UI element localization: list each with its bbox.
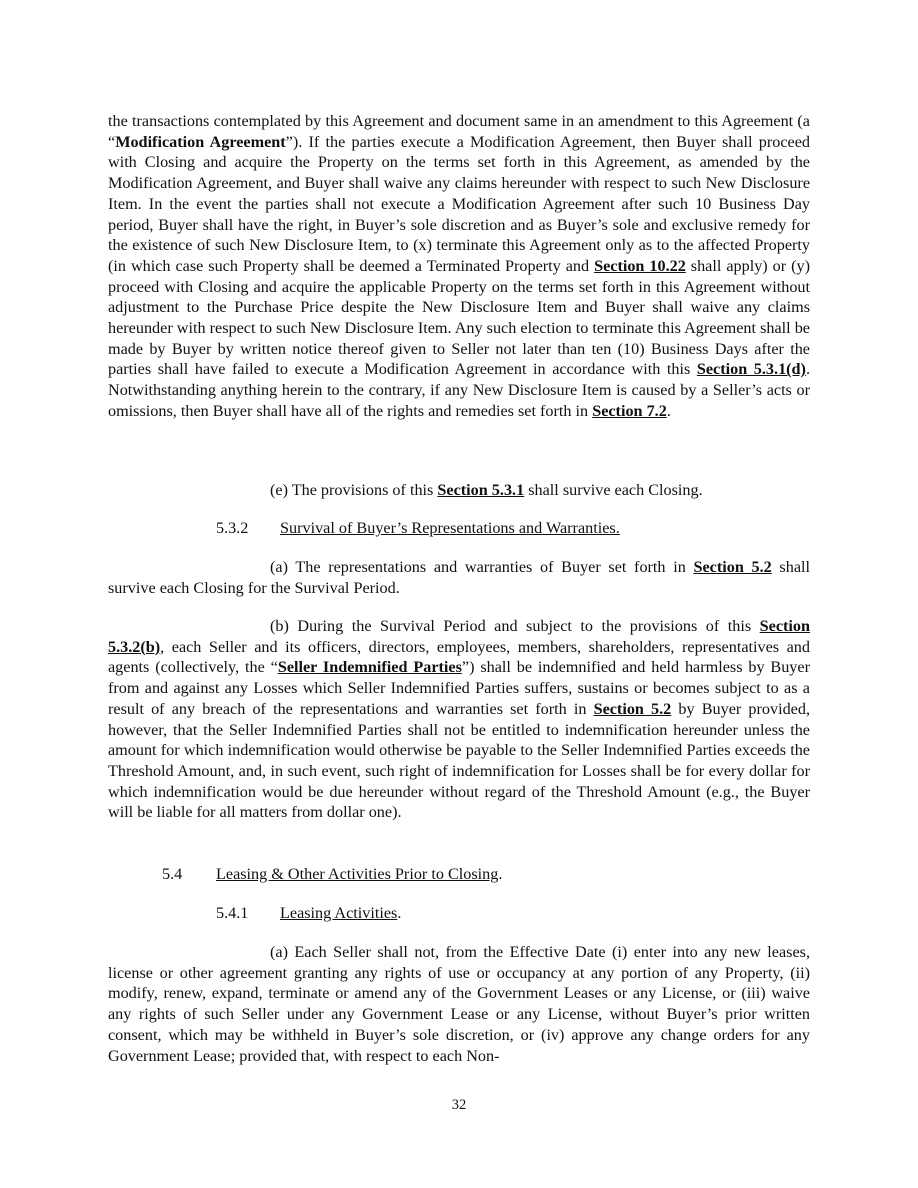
text: shall survive each Closing for the Survival Period.	[108, 558, 811, 597]
text: (a) Each Seller shall not, from the Effective Date (i) enter into any new leases, license or other agreement granting any rights of use or occupancy at any portion of any Property, (ii) modify, renew, expand, terminate or amend any of the Government Leases or any License, or (iii) waive any rights of such Seller under any Government Lease or any License, without Buyer’s prior written consent, which may be withheld in Buyer’s sole discretion, or (iv) approve any change orders for any Government Lease; provided that, with respect to each Non-	[108, 943, 810, 1065]
section-ref-5-3-1-d: Section 5.3.1(d)	[696, 360, 806, 379]
text: ”). If the parties execute a Modification Agreement, then Buyer shall proceed with Closing and acquire the Property on the terms set forth in this Agreement, as amended by the Modification Agreement, and Buyer shall waive any claims hereunder with respect to such New Disclosure Item. In the event the parties shall not execute a Modification Agreement after such 10 Business Day period, Buyer shall have the right, in Buyer’s sole discretion and as Buyer’s sole and exclusive remedy for the existence of such New Disclosure Item, to (x) terminate this Agreement only as to the affected Property (in which case such Property shall be deemed a Terminated Property and	[108, 132, 810, 275]
paragraph-a-leasing	[108, 942, 810, 1066]
heading-5-3-2	[216, 518, 620, 539]
paragraph-e-survival	[108, 480, 810, 501]
section-number: 5.4.1	[216, 904, 249, 922]
page-number: 32	[451, 1097, 467, 1113]
defined-term-modification-agreement: Modification Agreement	[115, 132, 286, 151]
text: by Buyer provided, however, that the Seller Indemnified Parties shall not be entitled to indemnification hereunder unless the amount for which indemnification would otherwise be payable to the Seller Indemnified Parties exceeds the Threshold Amount, and, in such event, such right of indemnification for Losses shall be for every dollar for which indemnification would be due hereunder without regard of the Threshold Amount (e.g., the Buyer will be liable for all matters from dollar one).	[108, 699, 810, 822]
text: . Notwithstanding anything herein to the contrary, if any New Disclosure Item is caused by a Seller’s acts or omissions, then Buyer shall have all of the rights and remedies set forth in	[108, 360, 810, 420]
text: shall survive each Closing.	[524, 481, 703, 499]
defined-term-seller-indemnified-parties: Seller Indemnified Parties	[277, 658, 462, 677]
text: ”) shall be indemnified and held harmless by Buyer from and against any Losses which Seller Indemnified Parties suffers, sustains or becomes subject to as a result of any breach of the representations and warranties set forth in	[108, 658, 810, 718]
section-number: 5.4	[162, 865, 183, 883]
section-ref-10-22: Section 10.22	[594, 256, 686, 275]
text: .	[397, 904, 402, 922]
section-ref-7-2: Section 7.2	[592, 401, 667, 420]
section-title: Survival of Buyer’s Representations and Warranties.	[280, 519, 620, 537]
paragraph-modification-agreement	[108, 111, 810, 422]
text: the transactions contemplated by this Agreement and document same in an amendment to this Agreement (a “	[108, 112, 810, 151]
paragraph-b-indemnification	[108, 616, 810, 823]
text: (b) During the Survival Period and subject to the provisions of this	[270, 617, 760, 635]
section-ref-5-3-1: Section 5.3.1	[437, 481, 525, 499]
section-title: Leasing Activities	[280, 904, 398, 922]
text: , each Seller and its officers, directors, employees, members, shareholders, representatives and agents (collectively, the “	[108, 637, 810, 677]
heading-5-4	[162, 864, 502, 885]
text: .	[498, 865, 503, 883]
section-ref-5-2: Section 5.2	[593, 699, 672, 718]
text: (e) The provisions of this	[270, 481, 438, 499]
section-ref-5-2: Section 5.2	[693, 558, 772, 576]
section-number: 5.3.2	[216, 519, 249, 537]
text: shall apply) or (y) proceed with Closing and acquire the applicable Property on the terms set forth in this Agreement without adjustment to the Purchase Price despite the New Disclosure Item and Buyer shall waive any claims hereunder with respect to such New Disclosure Item. Any such election to terminate this Agreement shall be made by Buyer by written notice thereof given to Seller not later than ten (10) Business Days after the parties shall have failed to execute a Modification Agreement in accordance with this	[108, 256, 810, 379]
section-ref-5-3-2-b: Section 5.3.2(b)	[108, 617, 810, 656]
section-title: Leasing & Other Activities Prior to Closing	[216, 865, 499, 883]
text: .	[666, 401, 671, 420]
paragraph-a-buyer-reps	[108, 557, 810, 598]
text: (a) The representations and warranties of Buyer set forth in	[270, 558, 694, 576]
heading-5-4-1	[216, 903, 401, 924]
